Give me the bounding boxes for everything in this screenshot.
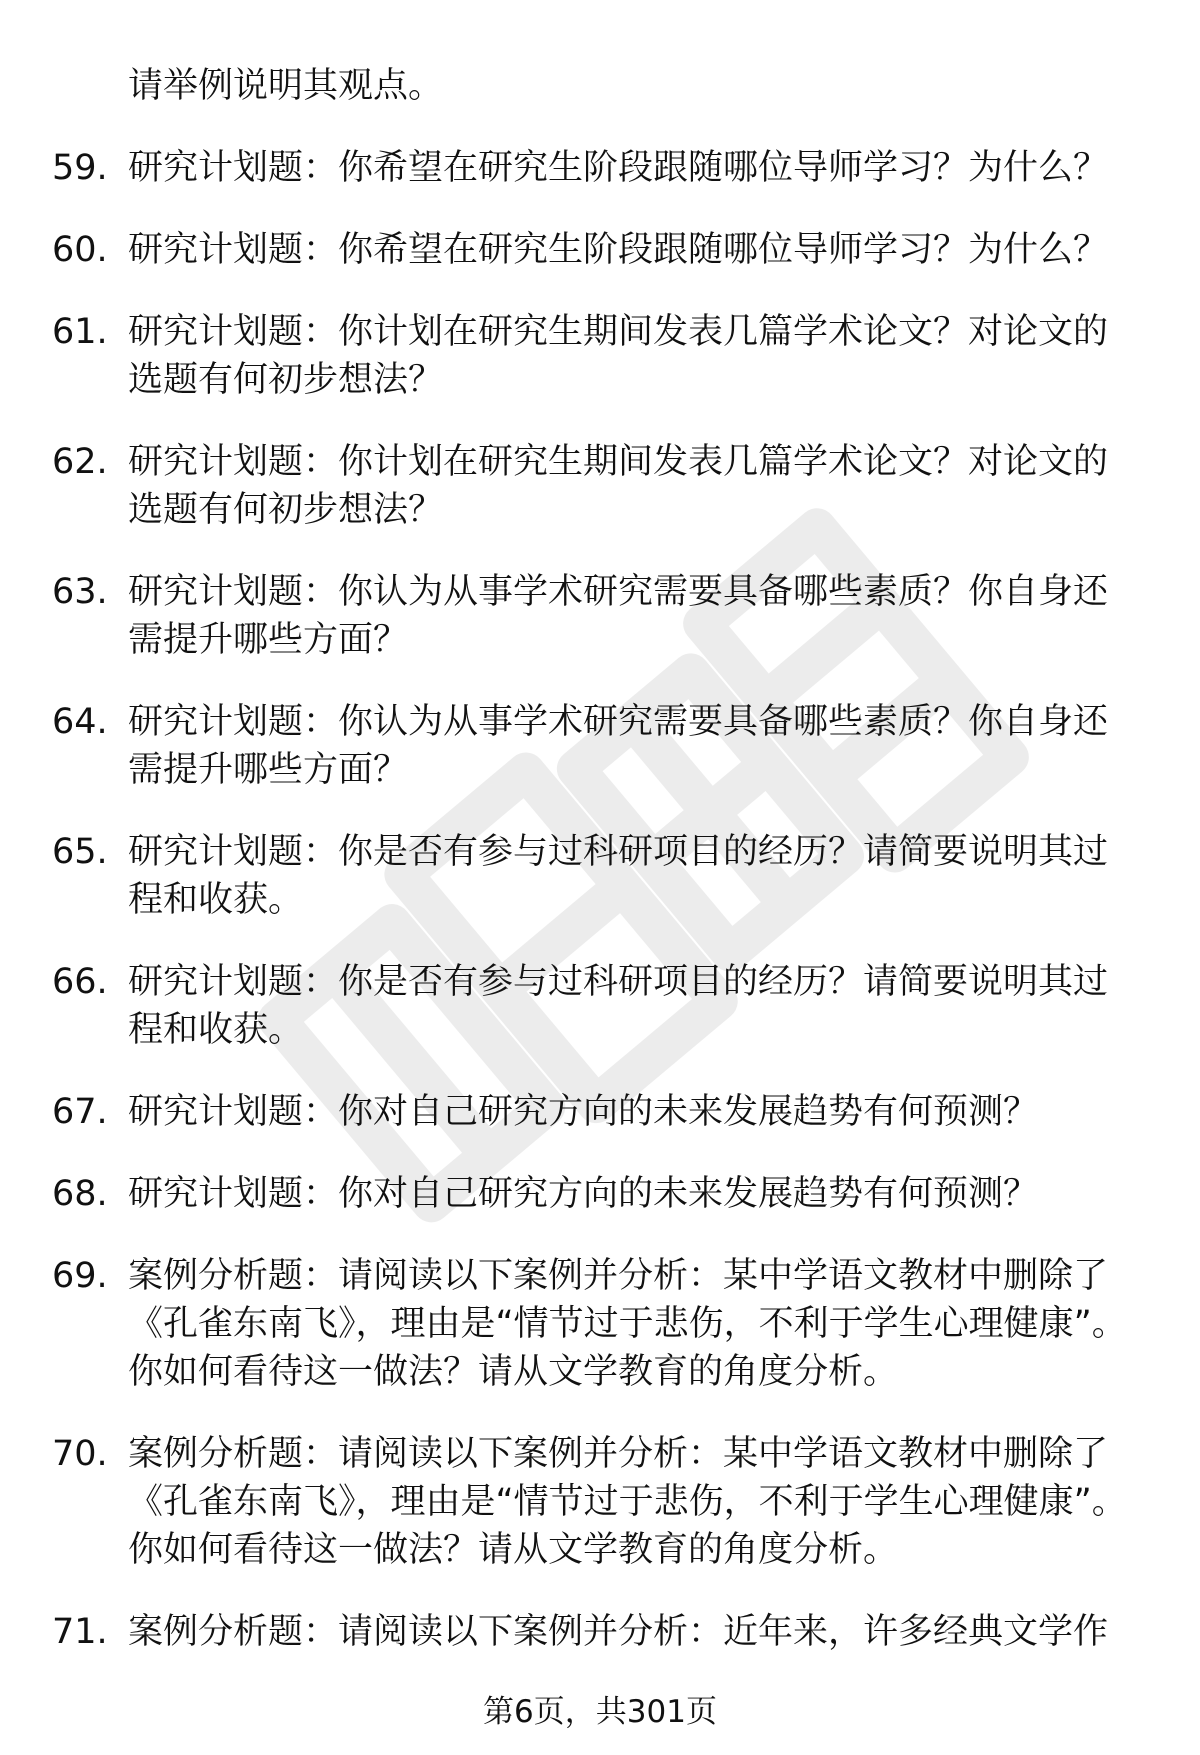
list-item <box>0 1170 1200 1218</box>
item-text: 研究计划题：你认为从事学术研究需要具备哪些素质？你自身还需提升哪些方面？ <box>128 702 1109 790</box>
item-text: 研究计划题：你对自己研究方向的未来发展趋势有何预测？ <box>128 1174 1039 1214</box>
item-text: 案例分析题：请阅读以下案例并分析：某中学语文教材中删除了《孔雀东南飞》，理由是“情节过于悲伤，不利于学生心理健康”。你如何看待这一做法？请从文学教育的角度分析。 <box>128 1256 1127 1392</box>
item-text: 研究计划题：你是否有参与过科研项目的经历？请简要说明其过程和收获。 <box>128 962 1109 1050</box>
list-item <box>0 438 1200 534</box>
list-item <box>0 958 1200 1054</box>
continuation-line: 请举例说明其观点。 <box>128 66 444 106</box>
list-item <box>0 308 1200 404</box>
item-text: 案例分析题：请阅读以下案例并分析：某中学语文教材中删除了《孔雀东南飞》，理由是“情节过于悲伤，不利于学生心理健康”。你如何看待这一做法？请从文学教育的角度分析。 <box>128 1434 1127 1570</box>
item-number: 64. <box>52 702 108 742</box>
item-number: 65. <box>52 832 108 872</box>
item-text: 研究计划题：你计划在研究生期间发表几篇学术论文？对论文的选题有何初步想法？ <box>128 442 1109 530</box>
list-item <box>0 828 1200 924</box>
list-item <box>0 144 1200 192</box>
page-footer: 第6页，共301页 <box>483 1694 717 1730</box>
item-text: 研究计划题：你希望在研究生阶段跟随哪位导师学习？为什么？ <box>128 230 1109 270</box>
item-number: 67. <box>52 1092 108 1132</box>
item-text: 研究计划题：你是否有参与过科研项目的经历？请简要说明其过程和收获。 <box>128 832 1109 920</box>
item-number: 63. <box>52 572 108 612</box>
list-item <box>0 1430 1200 1574</box>
item-text: 研究计划题：你希望在研究生阶段跟随哪位导师学习？为什么？ <box>128 148 1109 188</box>
item-text: 研究计划题：你认为从事学术研究需要具备哪些素质？你自身还需提升哪些方面？ <box>128 572 1109 660</box>
list-item <box>0 698 1200 794</box>
list-item <box>0 1608 1200 1656</box>
item-number: 70. <box>52 1434 108 1474</box>
item-number: 60. <box>52 230 108 270</box>
list-item <box>0 1252 1200 1396</box>
item-text: 研究计划题：你计划在研究生期间发表几篇学术论文？对论文的选题有何初步想法？ <box>128 312 1109 400</box>
item-number: 59. <box>52 148 108 188</box>
item-number: 71. <box>52 1612 108 1652</box>
item-number: 66. <box>52 962 108 1002</box>
item-number: 69. <box>52 1256 108 1296</box>
item-text: 研究计划题：你对自己研究方向的未来发展趋势有何预测？ <box>128 1092 1039 1132</box>
item-number: 61. <box>52 312 108 352</box>
list-item <box>0 1088 1200 1136</box>
question-list <box>0 62 1200 1656</box>
list-item <box>0 226 1200 274</box>
list-item <box>0 568 1200 664</box>
item-text: 案例分析题：请阅读以下案例并分析：近年来，许多经典文学作 <box>128 1612 1109 1652</box>
item-number: 62. <box>52 442 108 482</box>
item-number: 68. <box>52 1174 108 1214</box>
